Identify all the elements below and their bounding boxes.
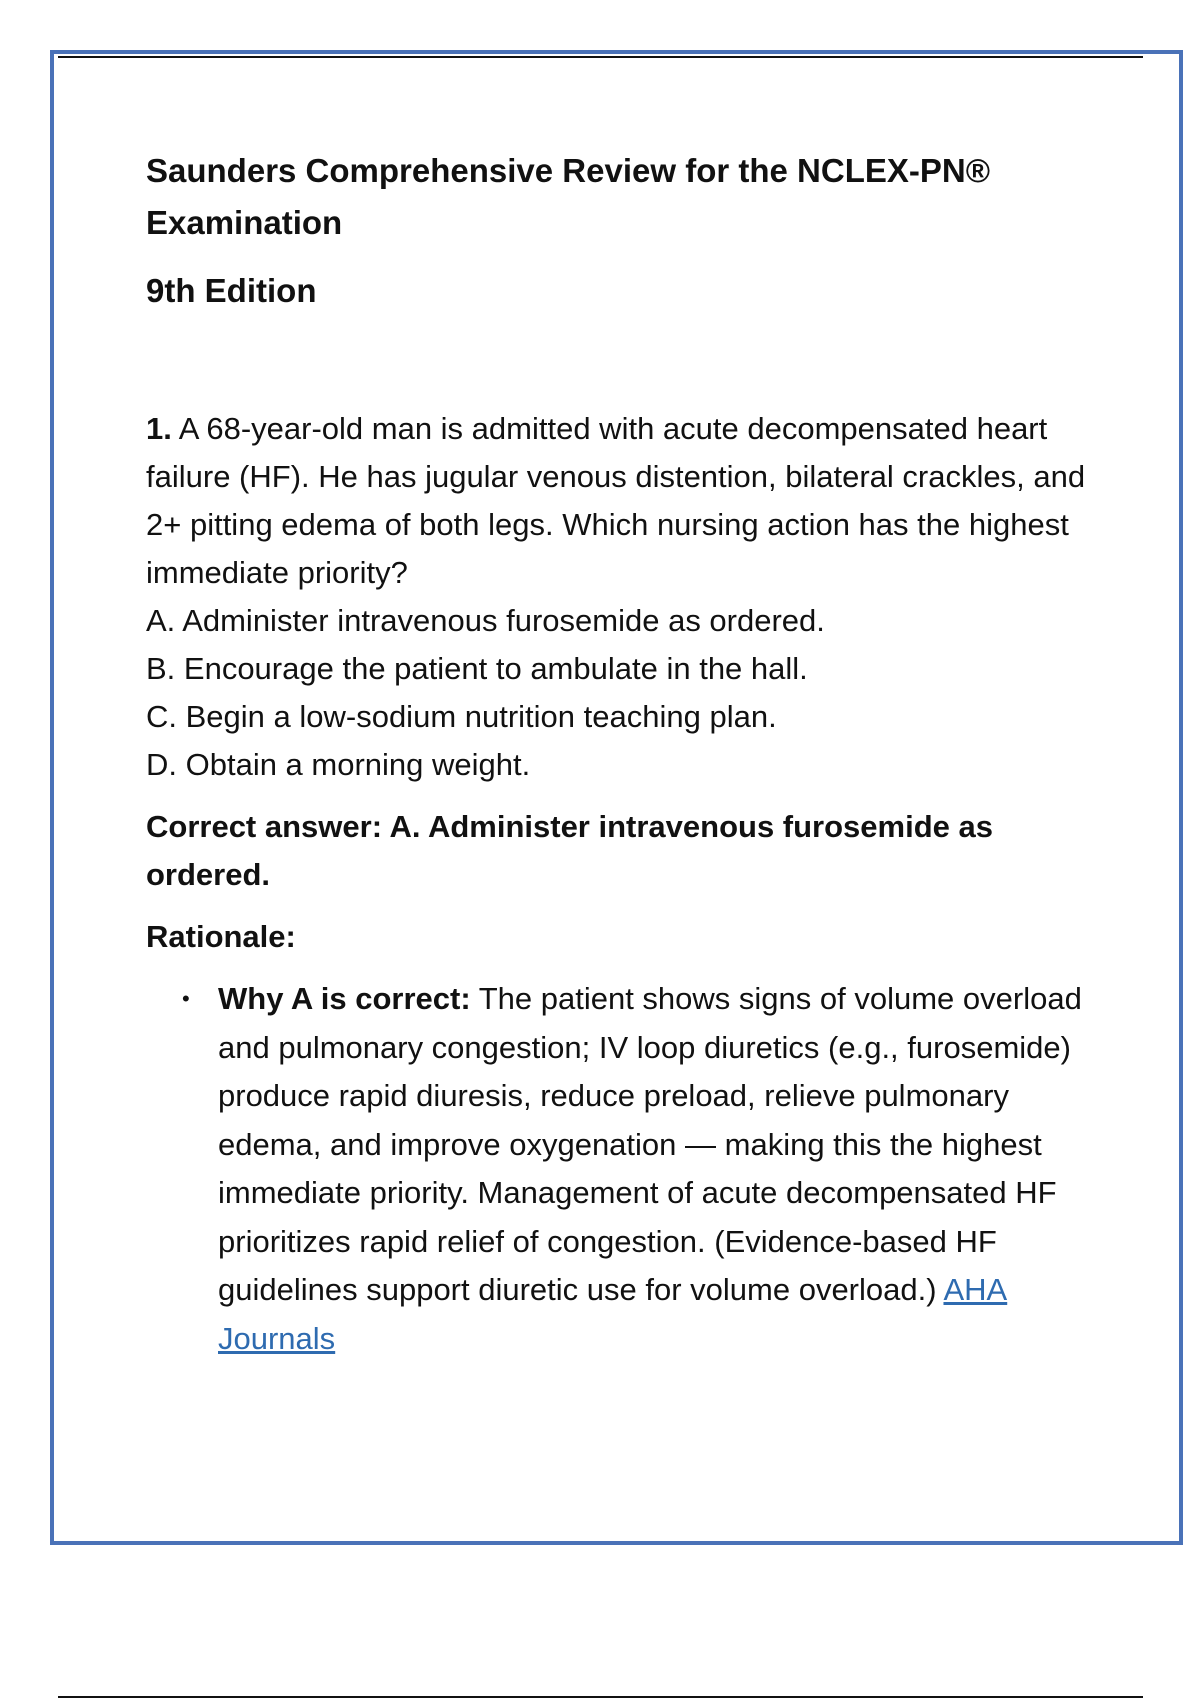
rationale-list — [146, 975, 1106, 1363]
question-number: 1. — [146, 411, 172, 446]
bottom-rule — [58, 1696, 1143, 1698]
answer-option-b: B. Encourage the patient to ambulate in the hall. — [146, 651, 808, 686]
question-text: A 68-year-old man is admitted with acute decompensated heart failure (HF). He has jugular venous distention, bilateral crackles, and 2+ pitting edema of both legs. Which nursing action has the highest immediate priority? — [146, 411, 1086, 590]
rationale-text: The patient shows signs of volume overload and pulmonary congestion; IV loop diuretics (e.g., furosemide) produce rapid diuresis, reduce preload, relieve pulmonary edema, and improve oxygenation — making this the highest immediate priority. Management of acute decompensated HF prioritizes rapid relief of congestion. (Evidence-based HF guidelines support diuretic use for volume overload.) — [218, 981, 1082, 1307]
answer-option-d: D. Obtain a morning weight. — [146, 747, 531, 782]
document-edition: 9th Edition — [146, 272, 317, 309]
question-stem — [146, 405, 1106, 597]
correct-answer: Correct answer: A. Administer intravenous furosemide as ordered. — [146, 809, 993, 892]
bullet-icon: • — [182, 986, 190, 1011]
rationale-lead: Why A is correct: — [218, 981, 471, 1016]
document-content — [146, 145, 1106, 1363]
aha-journals-link[interactable]: AHA Journals — [218, 1272, 1008, 1356]
answer-option-c: C. Begin a low-sodium nutrition teaching plan. — [146, 699, 777, 734]
answer-options — [146, 597, 1106, 789]
rationale-item — [146, 975, 1106, 1363]
document-title: Saunders Comprehensive Review for the NCLEX-PN® Examination — [146, 152, 991, 241]
answer-option-a: A. Administer intravenous furosemide as ordered. — [146, 603, 825, 638]
rationale-heading: Rationale: — [146, 919, 296, 954]
